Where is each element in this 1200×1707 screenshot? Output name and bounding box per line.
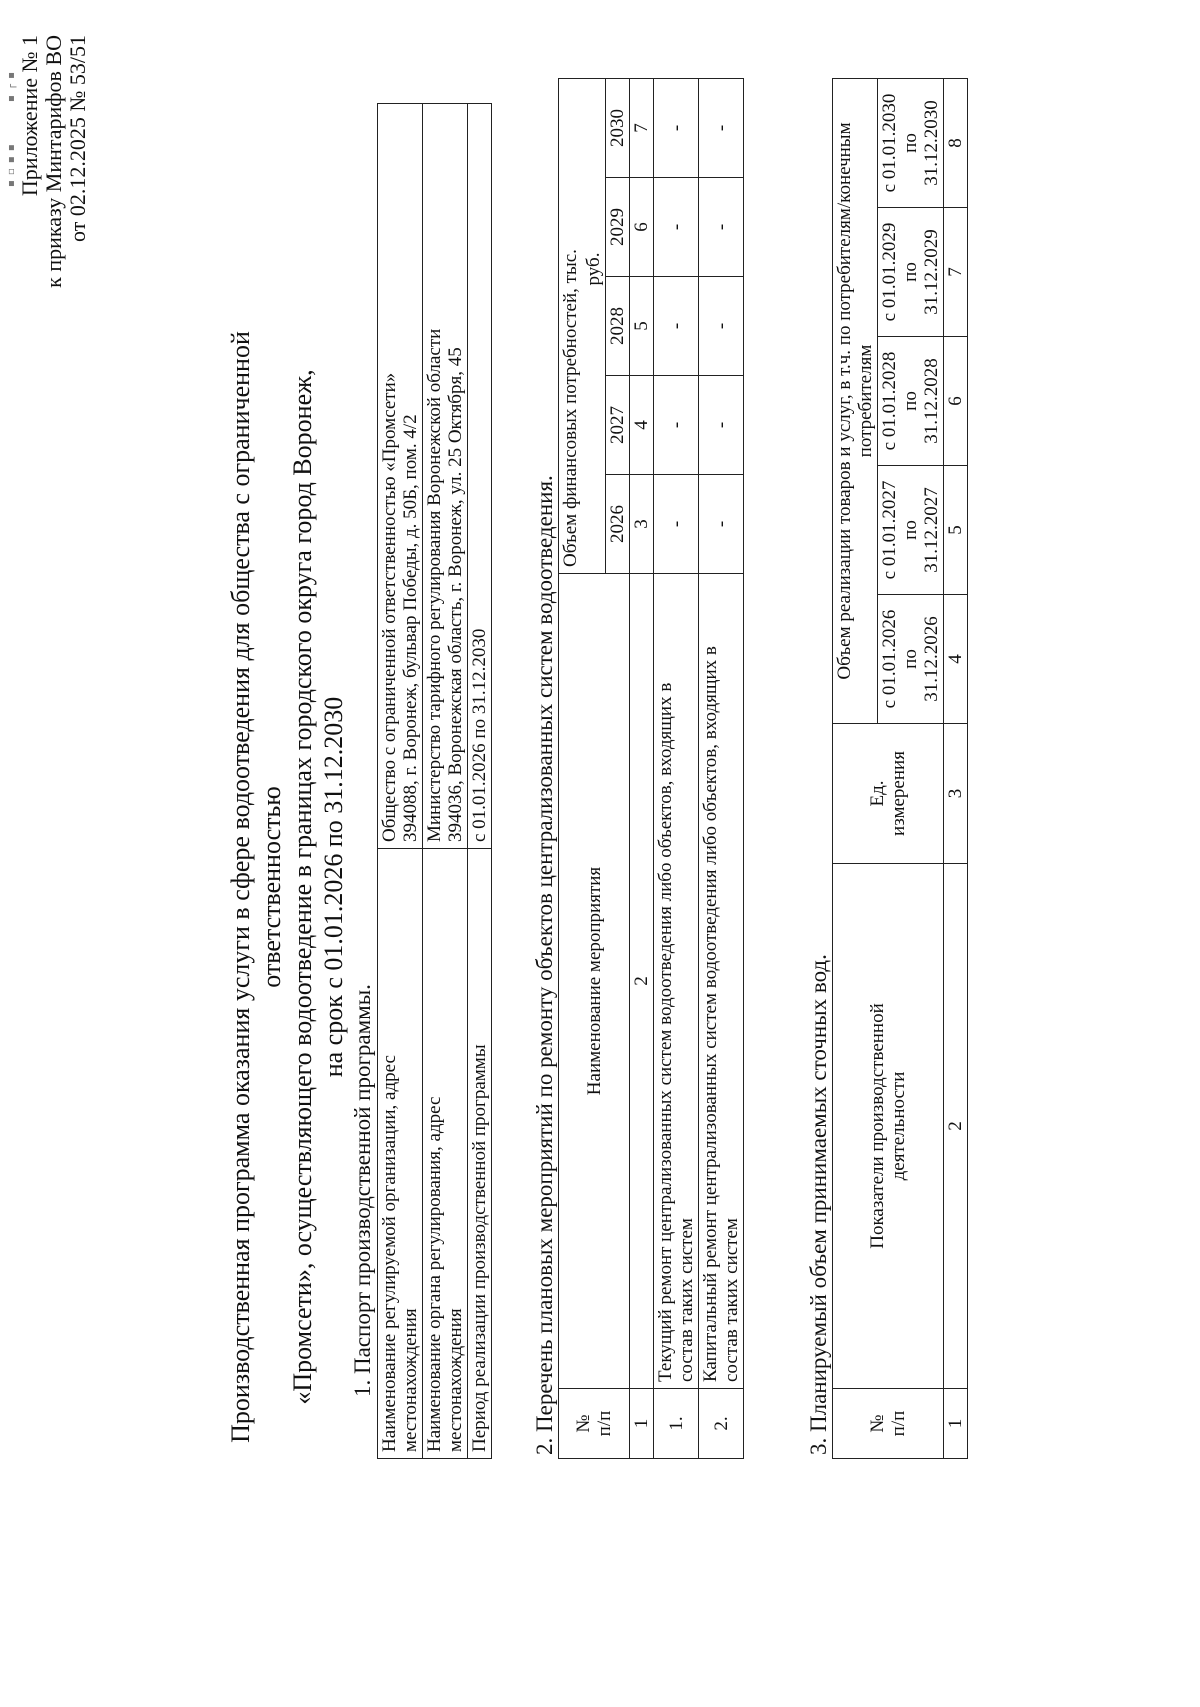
header-period: с 01.01.2027 по 31.12.2027	[878, 466, 944, 595]
header-year: 2027	[606, 376, 630, 475]
row-value: -	[654, 277, 699, 376]
passport-row	[378, 104, 423, 1459]
scan-artifact-mark: ▪ ┌ ▪	[6, 71, 17, 102]
passport-label: Наименование органа регулирования, адрес местонахождения	[423, 849, 468, 1459]
repair-measures-table	[558, 78, 744, 1459]
annex-order: к приказу Минтарифов ВО	[41, 35, 66, 288]
passport-value: с 01.01.2026 по 31.12.2030	[468, 104, 492, 849]
header-year: 2028	[606, 277, 630, 376]
passport-row	[423, 104, 468, 1459]
title-line: Производственная программа оказания услуги в сфере водоотведения для общества с ограниченной ответственностью	[226, 331, 286, 1443]
annex-order-date: от 02.12.2025 № 53/51	[65, 35, 90, 242]
title-line: на срок с 01.01.2026 по 31.12.2030	[319, 696, 348, 1078]
header-year: 2030	[606, 78, 630, 177]
passport-label: Период реализации производственной программы	[468, 849, 492, 1459]
row-value: -	[654, 475, 699, 574]
section-1-heading: 1. Паспорт производственной программы.	[350, 984, 375, 1397]
row-value: -	[654, 78, 699, 177]
scan-artifact-mark: ▪ ▫ ▪ ▪	[6, 143, 17, 187]
row-number: 2.	[699, 1389, 744, 1459]
header-financial-unit: руб.	[582, 78, 606, 573]
header-unit: Ед. измерения	[833, 724, 944, 864]
header-year: 2029	[606, 178, 630, 277]
section-3-heading: 3. Планируемый объем принимаемых сточных вод.	[806, 954, 831, 1455]
passport-value: Общество с ограниченной ответственностью «Промсети» 394088, г. Воронеж, бульвар Победы, д. 50Б, пом. 4/2	[378, 104, 423, 849]
header-indicator: Показатели производственной деятельности	[833, 864, 944, 1389]
header-sales-volume: Объем реализации товаров и услуг, в т.ч. по потребителям/конечным потребителям	[833, 78, 878, 723]
row-value: -	[699, 376, 744, 475]
passport-label: Наименование регулируемой организации, адрес местонахождения	[378, 849, 423, 1459]
header-measure-name: Наименование мероприятия	[559, 574, 630, 1389]
passport-row	[468, 104, 492, 1459]
row-value: -	[654, 178, 699, 277]
wastewater-volume-table	[832, 78, 968, 1459]
header-number: № п/п	[559, 1389, 630, 1459]
header-period: с 01.01.2026 по 31.12.2026	[878, 595, 944, 724]
table-header-row	[833, 78, 878, 1458]
column-index-row: 1 2 3 4 5 6 7	[630, 78, 654, 1458]
row-value: -	[654, 376, 699, 475]
section-2-heading: 2. Перечень плановых мероприятий по ремонту объектов централизованных систем водоотведения.	[532, 475, 557, 1455]
row-measure-name: Текущий ремонт централизованных систем водоотведения либо объектов, входящих в состав таких систем	[654, 574, 699, 1389]
document-title	[225, 257, 349, 1517]
row-value: -	[699, 178, 744, 277]
row-value: -	[699, 78, 744, 177]
table-header-row	[559, 78, 583, 1458]
annex-number: Приложение № 1	[17, 35, 42, 197]
header-period: с 01.01.2029 по 31.12.2029	[878, 208, 944, 337]
table-row	[654, 78, 699, 1458]
header-financial-volume: Объем финансовых потребностей, тыс.	[559, 78, 583, 573]
row-measure-name: Капитальный ремонт централизованных систем водоотведения либо объектов, входящих в состав таких систем	[699, 574, 744, 1389]
column-index-row: 1 2 3 4 5 6 7 8	[944, 78, 968, 1458]
row-number: 1.	[654, 1389, 699, 1459]
passport-table	[377, 103, 492, 1459]
header-period: с 01.01.2030 по 31.12.2030	[878, 78, 944, 207]
row-value: -	[699, 475, 744, 574]
row-value: -	[699, 277, 744, 376]
header-number: № п/п	[833, 1389, 944, 1459]
title-line: «Промсети», осуществляющего водоотведение в границах городского округа город Воронеж,	[288, 369, 317, 1405]
header-period: с 01.01.2028 по 31.12.2028	[878, 337, 944, 466]
passport-value: Министерство тарифного регулирования Воронежской области 394036, Воронежская область, г. Воронеж, ул. 25 Октября, 45	[423, 104, 468, 849]
header-year: 2026	[606, 475, 630, 574]
table-row	[699, 78, 744, 1458]
annex-reference	[18, 35, 90, 325]
